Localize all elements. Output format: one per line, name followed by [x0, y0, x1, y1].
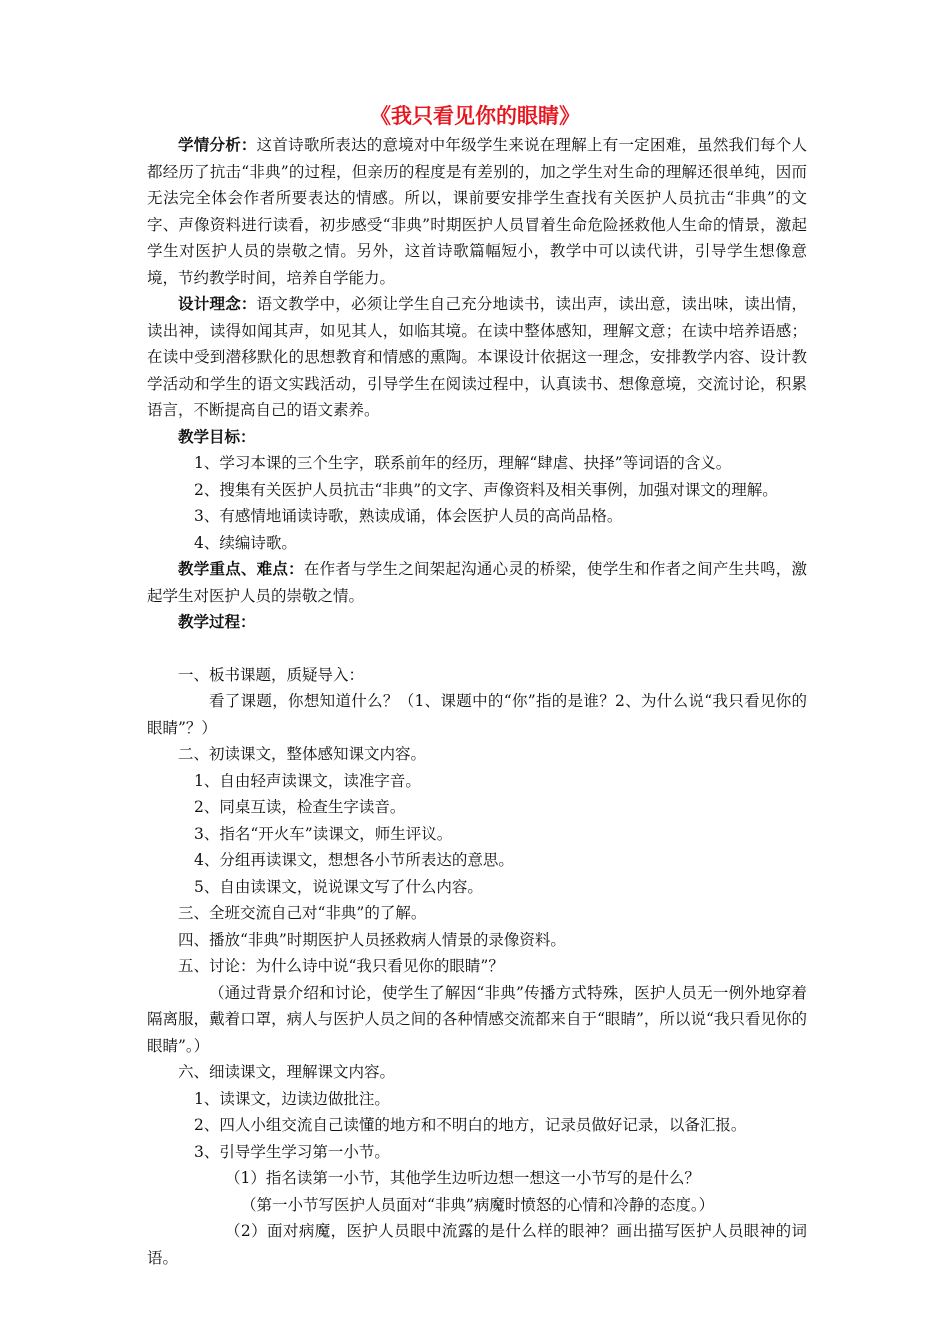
goal-item: 4、续编诗歌。 — [194, 533, 297, 552]
section-heading: 五、讨论：为什么诗中说“我只看见你的眼睛”？ — [178, 957, 504, 975]
list-item: 2、同桌互读，检查生字读音。 — [194, 798, 406, 816]
section-heading: 一、板书课题，质疑导入： — [178, 665, 365, 684]
goal-item: 2、搜集有关医护人员抗击“非典”的文字、声像资料及相关事例，加强对课文的理解。 — [194, 480, 778, 499]
goals-heading: 教学目标： — [178, 427, 256, 446]
concept-paragraph — [147, 291, 807, 424]
section-heading: 二、初读课文，整体感知课文内容。 — [178, 745, 427, 763]
focus-text: 在作者与学生之间架起沟通心灵的桥梁，使学生和作者之间产生共鸣，激起学生对医护人员的崇敬之情。 — [147, 560, 807, 605]
sub-item-answer: （第一小节写医护人员面对“非典”病魔时愤怒的心情和冷静的态度。） — [241, 1195, 715, 1214]
list-item: 3、引导学生学习第一小节。 — [194, 1142, 390, 1161]
focus-paragraph — [147, 556, 807, 609]
goal-item: 3、有感情地诵读诗歌，熟读成诵，体会医护人员的高尚品格。 — [194, 507, 623, 525]
concept-label: 设计理念： — [178, 295, 257, 313]
analysis-paragraph — [147, 132, 807, 291]
goal-item: 1、学习本课的三个生字，联系前年的经历，理解“肆虐、抉择”等词语的含义。 — [194, 454, 732, 472]
sub-item: （2）面对病魔，医护人员眼中流露的是什么样的眼神？画出描写医护人员眼神的词语。 — [147, 1222, 807, 1267]
list-item: 1、读课文，边读边做批注。 — [194, 1089, 390, 1108]
focus-label: 教学重点、难点： — [178, 560, 304, 578]
list-item: 1、自由轻声读课文，读准字音。 — [194, 771, 421, 790]
process-heading: 教学过程： — [178, 613, 256, 631]
section-heading: 三、全班交流自己对“非典”的了解。 — [178, 904, 427, 922]
section-text: 看了课题，你想知道什么？（1、课题中的“你”指的是谁？2、为什么说“我只看见你的眼睛”？） — [147, 692, 807, 737]
list-item: 2、四人小组交流自己读懂的地方和不明白的地方，记录员做好记录，以备汇报。 — [194, 1116, 747, 1134]
list-item: 3、指名“开火车”读课文，师生评议。 — [194, 824, 453, 843]
sub-item: （1）指名读第一小节，其他学生边听边想一想这一小节写的是什么？ — [225, 1169, 700, 1187]
concept-text: 语文教学中，必须让学生自己充分地读书，读出声，读出意，读出味，读出情，读出神，读得如闻其声，如见其人，如临其境。在读中整体感知，理解文意；在读中培养语感；在读中受到潜移默化的思想教育和情感的熏陶。本课设计依据这一理念，安排教学内容、设计教学活动和学生的语文实践活动，引导学生在阅读过程中，认真读书、想像意境，交流讨论，积累语言，不断提高自己的语文素养。 — [147, 295, 807, 419]
section-heading: 四、播放“非典”时期医护人员拯救病人情景的录像资料。 — [178, 930, 566, 949]
document-title: 《我只看见你的眼睛》 — [370, 104, 580, 128]
list-item: 5、自由读课文，说说课文写了什么内容。 — [194, 877, 483, 896]
section-text: （通过背景介绍和讨论，使学生了解因“非典”传播方式特殊，医护人员无一例外地穿着隔离服，戴着口罩，病人与医护人员之间的各种情感交流都来自于“眼睛”，所以说“我只看见你的眼睛”。） — [147, 983, 807, 1055]
spacer — [147, 636, 807, 662]
list-item: 4、分组再读课文，想想各小节所表达的意思。 — [194, 851, 514, 869]
section-heading: 六、细读课文，理解课文内容。 — [178, 1063, 396, 1081]
analysis-label: 学情分析： — [178, 136, 257, 154]
document-body — [147, 132, 807, 1271]
analysis-text: 这首诗歌所表达的意境对中年级学生来说在理解上有一定困难，虽然我们每个人都经历了抗击“非典”的过程，但亲历的程度是有差别的，加之学生对生命的理解还很单纯，因而无法完全体会作者所要表达的情感。所以，课前要安排学生查找有关医护人员抗击“非典”的文字、声像资料进行读看，初步感受“非典”时期医护人员冒着生命危险拯救他人生命的情景，激起学生对医护人员的崇敬之情。另外，这首诗歌篇幅短小，教学中可以读代讲，引导学生想像意境，节约教学时间，培养自学能力。 — [147, 136, 807, 287]
